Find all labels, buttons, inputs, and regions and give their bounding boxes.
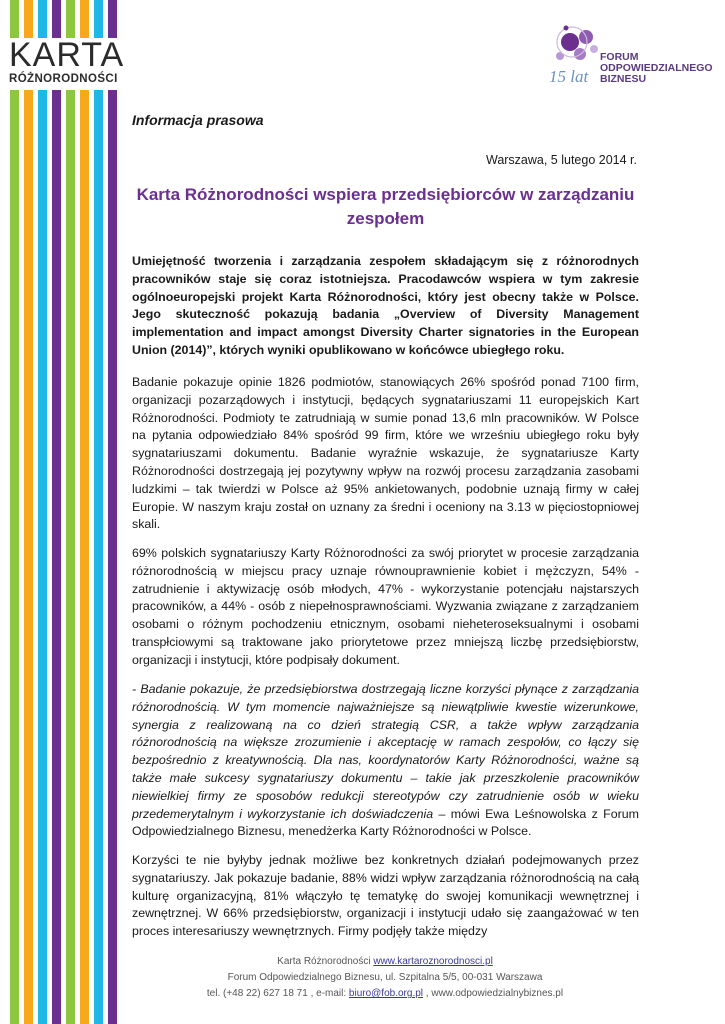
quote-text: - Badanie pokazuje, że przedsiębiorstwa dostrzegają liczne korzyści płynące z zarządzania różnorodnością. W tym momencie najważniejsze są niewątpliwie kwestie wizerunkowe, synergia z realizowaną na co dzień strategią CSR, a także wpływ zarządzania różnorodnością na większe zrozumienie i akceptację w ramach zespołów, co łączy się bezpośrednio z kreatywnością. Dla nas, koordynatorów Karty Różnorodności, ważne są także małe sukcesy sygnatariuszy dokumentu – takie jak przeszkolenie pracowników niewielkiej firmy ze sposobów redukcji stereotypów czy zatrudnienie osób w wieku przedemerytalnym i wykorzystanie ich doświadczenia [132,682,639,821]
logo-roznorodnosci-word: RÓŻNORODNOŚCI [9,73,118,85]
stripe-5 [66,0,75,1024]
stripe-3 [38,0,47,1024]
quote-attribution: – mówi Ewa Leśnowolska z Forum Odpowiedzialnego Biznesu, menedżerka Karty Różnorodności w Polsce. [132,806,639,839]
body-paragraph-2: 69% polskich sygnatariuszy Karty Różnorodności za swój priorytet w procesie zarządzania różnorodnością w miejscu pracy uznaje równouprawnienie kobiet i mężczyzn, 54% - zatrudnienie i aktywizację osób młodych, 47% - wykorzystanie potencjału najstarszych pracowników, a 44% - osób z niepełnosprawnościami. Wyzwania związane z zarządzaniem osobami o różnym pochodzeniu etnicznym, osobami nieheteroseksualnymi i osobami transpłciowymi są traktowane jako priorytetowe przez mniejszą liczbę przedsiębiorstw, organizacji i instytucji, które podpisały dokument. [132,546,639,667]
footer [130,954,640,1002]
fob-name-line2: ODPOWIEDZIALNEGO [600,62,713,74]
footer-email-link[interactable]: biuro@fob.org.pl [348,988,424,999]
footer-address: Forum Odpowiedzialnego Biznesu, ul. Szpitalna 5/5, 00-031 Warszawa [227,972,543,983]
decorative-stripes [0,0,120,1024]
karta-roznorodnosci-logo [9,38,124,90]
dateline: Warszawa, 5 lutego 2014 r. [485,153,637,167]
footer-website-link[interactable]: www.kartaroznorodnosci.pl [373,956,493,967]
stripe-7 [94,0,103,1024]
stripe-1 [10,0,19,1024]
fob-years: 15 lat [549,67,589,86]
body-paragraph-4: Korzyści te nie byłyby jednak możliwe bez konkretnych działań podejmowanych przez sygnatariuszy. Jak pokazuje badanie, 88% widzi wpływ zarządzania różnorodnością na całą kulturę organizacyjną, 81% włączyło tę tematykę do swojej komunikacji wewnętrznej i zewnętrznej. W 66% przedsiębiorstw, organizacji i instytucji udało się zaangażować w ten proces interesariuszy wewnętrznych. Firmy podjęły także między [132,853,639,939]
footer-line-1-prefix: Karta Różnorodności [277,956,374,967]
body-paragraph-1: Badanie pokazuje opinie 1826 podmiotów, stanowiących 26% spośród ponad 7100 firm, organizacji pozarządowych i instytucji, będących sygnatariuszami 11 europejskich Kart Różnorodności. Podmioty te zatrudniają w sumie ponad 13,6 mln pracowników. W Polsce na pytania odpowiedziało 84% spośród 99 firm, które we wrześniu ubiegłego roku były sygnatariuszami dokumentu. Badanie wyraźnie wskazuje, że sygnatariusze Karty Różnorodności dostrzegają jej pozytywny wpływ na rozwój procesu zarządzania zasobami ludzkimi – tak twierdzi w Polsce aż 95% ankietowanych, podobnie uznają firmy w całej Europie. W naszym kraju został on uznany za średni i oceniony na 3.13 w pięciostopniowej skali. [132,375,639,532]
footer-line-1 [130,954,640,970]
page-title: Karta Różnorodności wspiera przedsiębiorców w zarządzaniu zespołem [136,185,635,228]
lead-paragraph: Umiejętność tworzenia i zarządzania zespołem składającym się z różnorodnych pracowników staje się coraz istotniejsza. Pracodawców wspiera w tym zakresie ogólnoeuropejski projekt Karta Różnorodności, który jest obecny także w Polsce. Jego skuteczność pokazują badania „Overview of Diversity Management implementation and impact amongst Diversity Charter signatories in the European Union (2014)”, których wyniki opublikowano w końcówce ubiegłego roku. [132,254,639,357]
stripe-6 [80,0,89,1024]
fob-name [600,52,713,85]
footer-fob-website: , www.odpowiedzialnybiznes.pl [423,988,564,999]
stripe-8 [108,0,117,1024]
stripe-4 [52,0,61,1024]
document-label: Informacja prasowa [132,112,264,128]
fob-name-line1: FORUM [600,51,639,63]
footer-phone: tel. (+48 22) 627 18 71 , e-mail: [206,988,349,999]
footer-line-3 [130,986,640,1002]
logo-karta-word: KARTA [9,36,125,74]
fob-name-line3: BIZNESU [600,73,647,85]
quote-paragraph [132,681,639,841]
fob-logo [544,22,720,92]
stripe-2 [24,0,33,1024]
fob-logo-mark-icon [544,22,604,70]
